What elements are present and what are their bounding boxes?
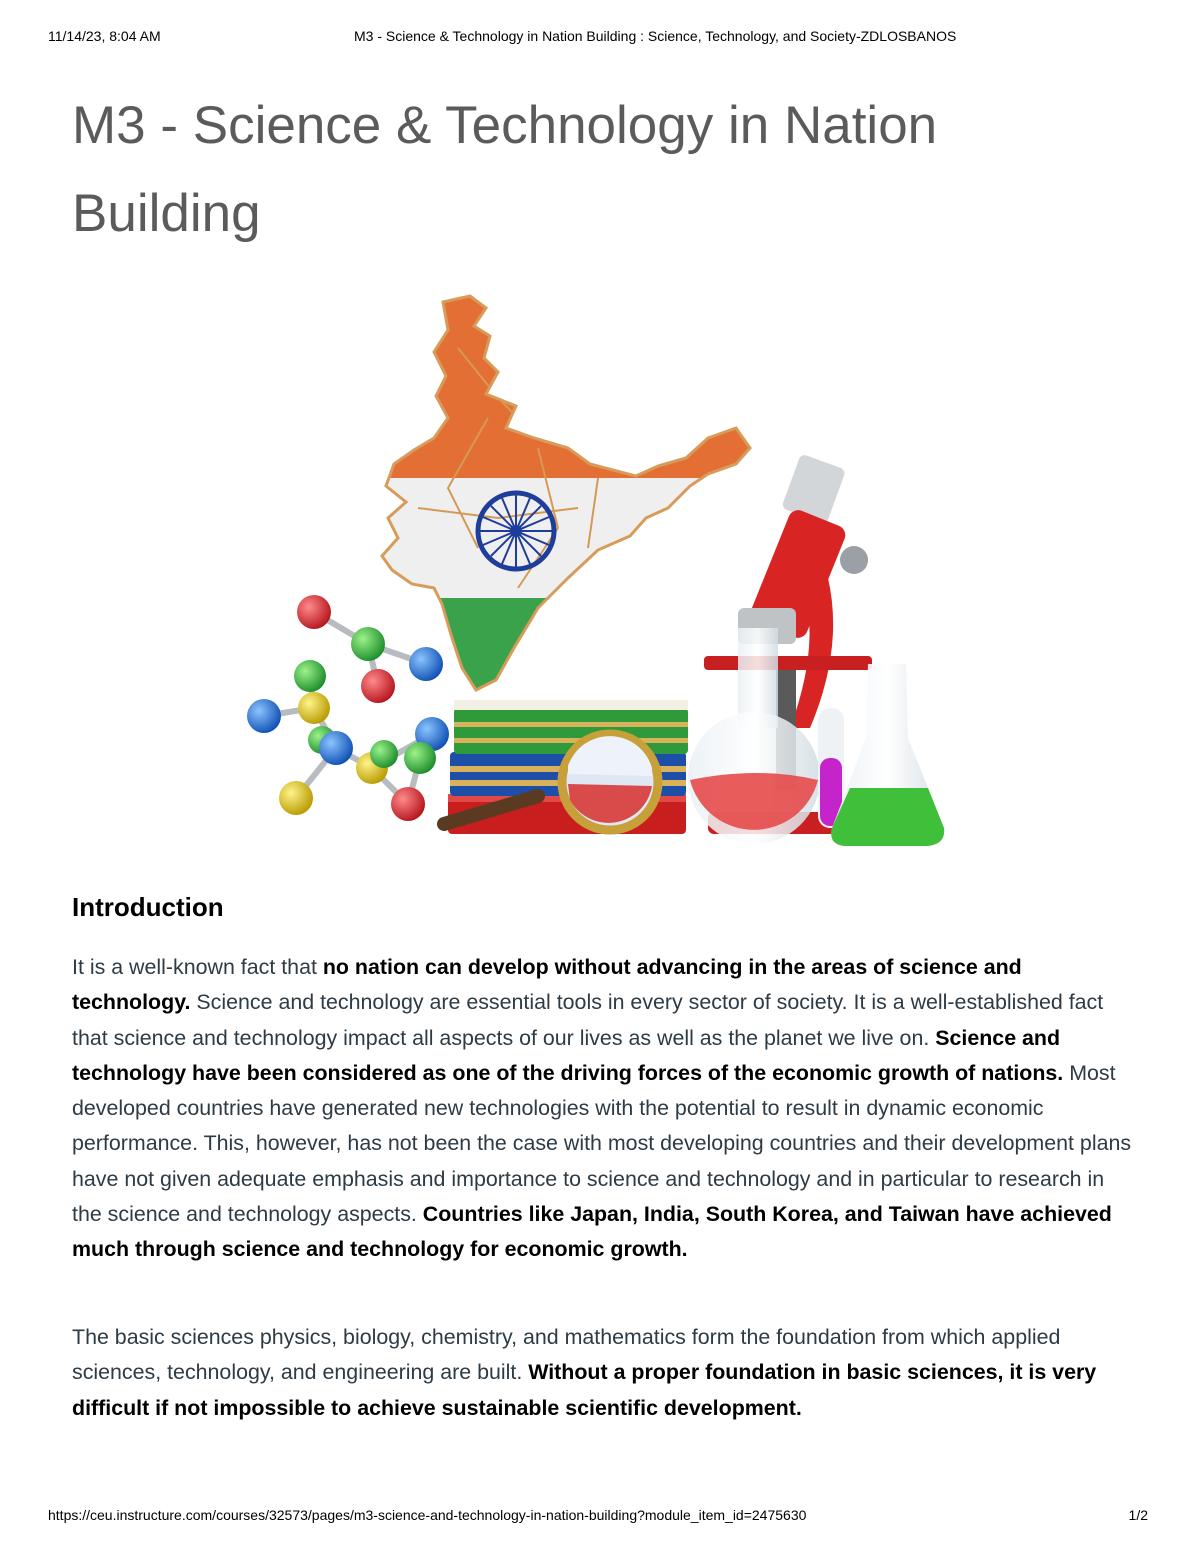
section-heading-introduction: Introduction <box>72 892 224 922</box>
hero-image <box>238 288 960 866</box>
bold-text-run: Countries like Japan, India, South Korea, and Taiwan have achieved much through science and technology for economic growth. <box>72 1202 1112 1262</box>
text-run: The basic sciences physics, biology, chemistry, and mathematics form the foundation from which applied sciences, technology, and engineering are built. <box>72 1325 1061 1385</box>
print-header <box>48 28 1148 48</box>
page-indicator: 1/2 <box>1128 1507 1148 1523</box>
text-run: Science and technology are essential tools in every sector of society. It is a well-established fact that science and technology impact all aspects of our lives as well as the planet we live on. <box>72 990 1104 1050</box>
bold-text-run: Without a proper foundation in basic sciences, it is very difficult if not impossible to achieve sustainable scientific development. <box>72 1360 1097 1420</box>
intro-paragraph-2 <box>72 1320 1134 1426</box>
bold-text-run: Science and technology have been considered as one of the driving forces of the economic growth of nations. <box>72 1025 1064 1085</box>
text-run: It is a well-known fact that <box>72 955 323 979</box>
page-title: M3 - Science & Technology in Nation Building <box>72 96 938 243</box>
intro-paragraph-1 <box>72 950 1134 1268</box>
text-run: Most developed countries have generated new technologies with the potential to result in dynamic economic performance. This, however, has not been the case with most developing countries and their development plans have not given adequate emphasis and importance to science and technology and in particular to research in the science and technology aspects. <box>72 1060 1132 1227</box>
print-footer <box>48 1507 1148 1527</box>
print-datetime: 11/14/23, 8:04 AM <box>48 28 161 44</box>
print-document-title: M3 - Science & Technology in Nation Building : Science, Technology, and Society-ZDLOSBANOS <box>354 28 957 44</box>
india-map-science-illustration-icon <box>238 288 960 866</box>
bold-text-run: no nation can develop without advancing in the areas of science and technology. <box>72 955 1022 1015</box>
page-url-link[interactable]: https://ceu.instructure.com/courses/32573/pages/m3-science-and-technology-in-nation-building?module_item_id=2475630 <box>48 1507 807 1523</box>
